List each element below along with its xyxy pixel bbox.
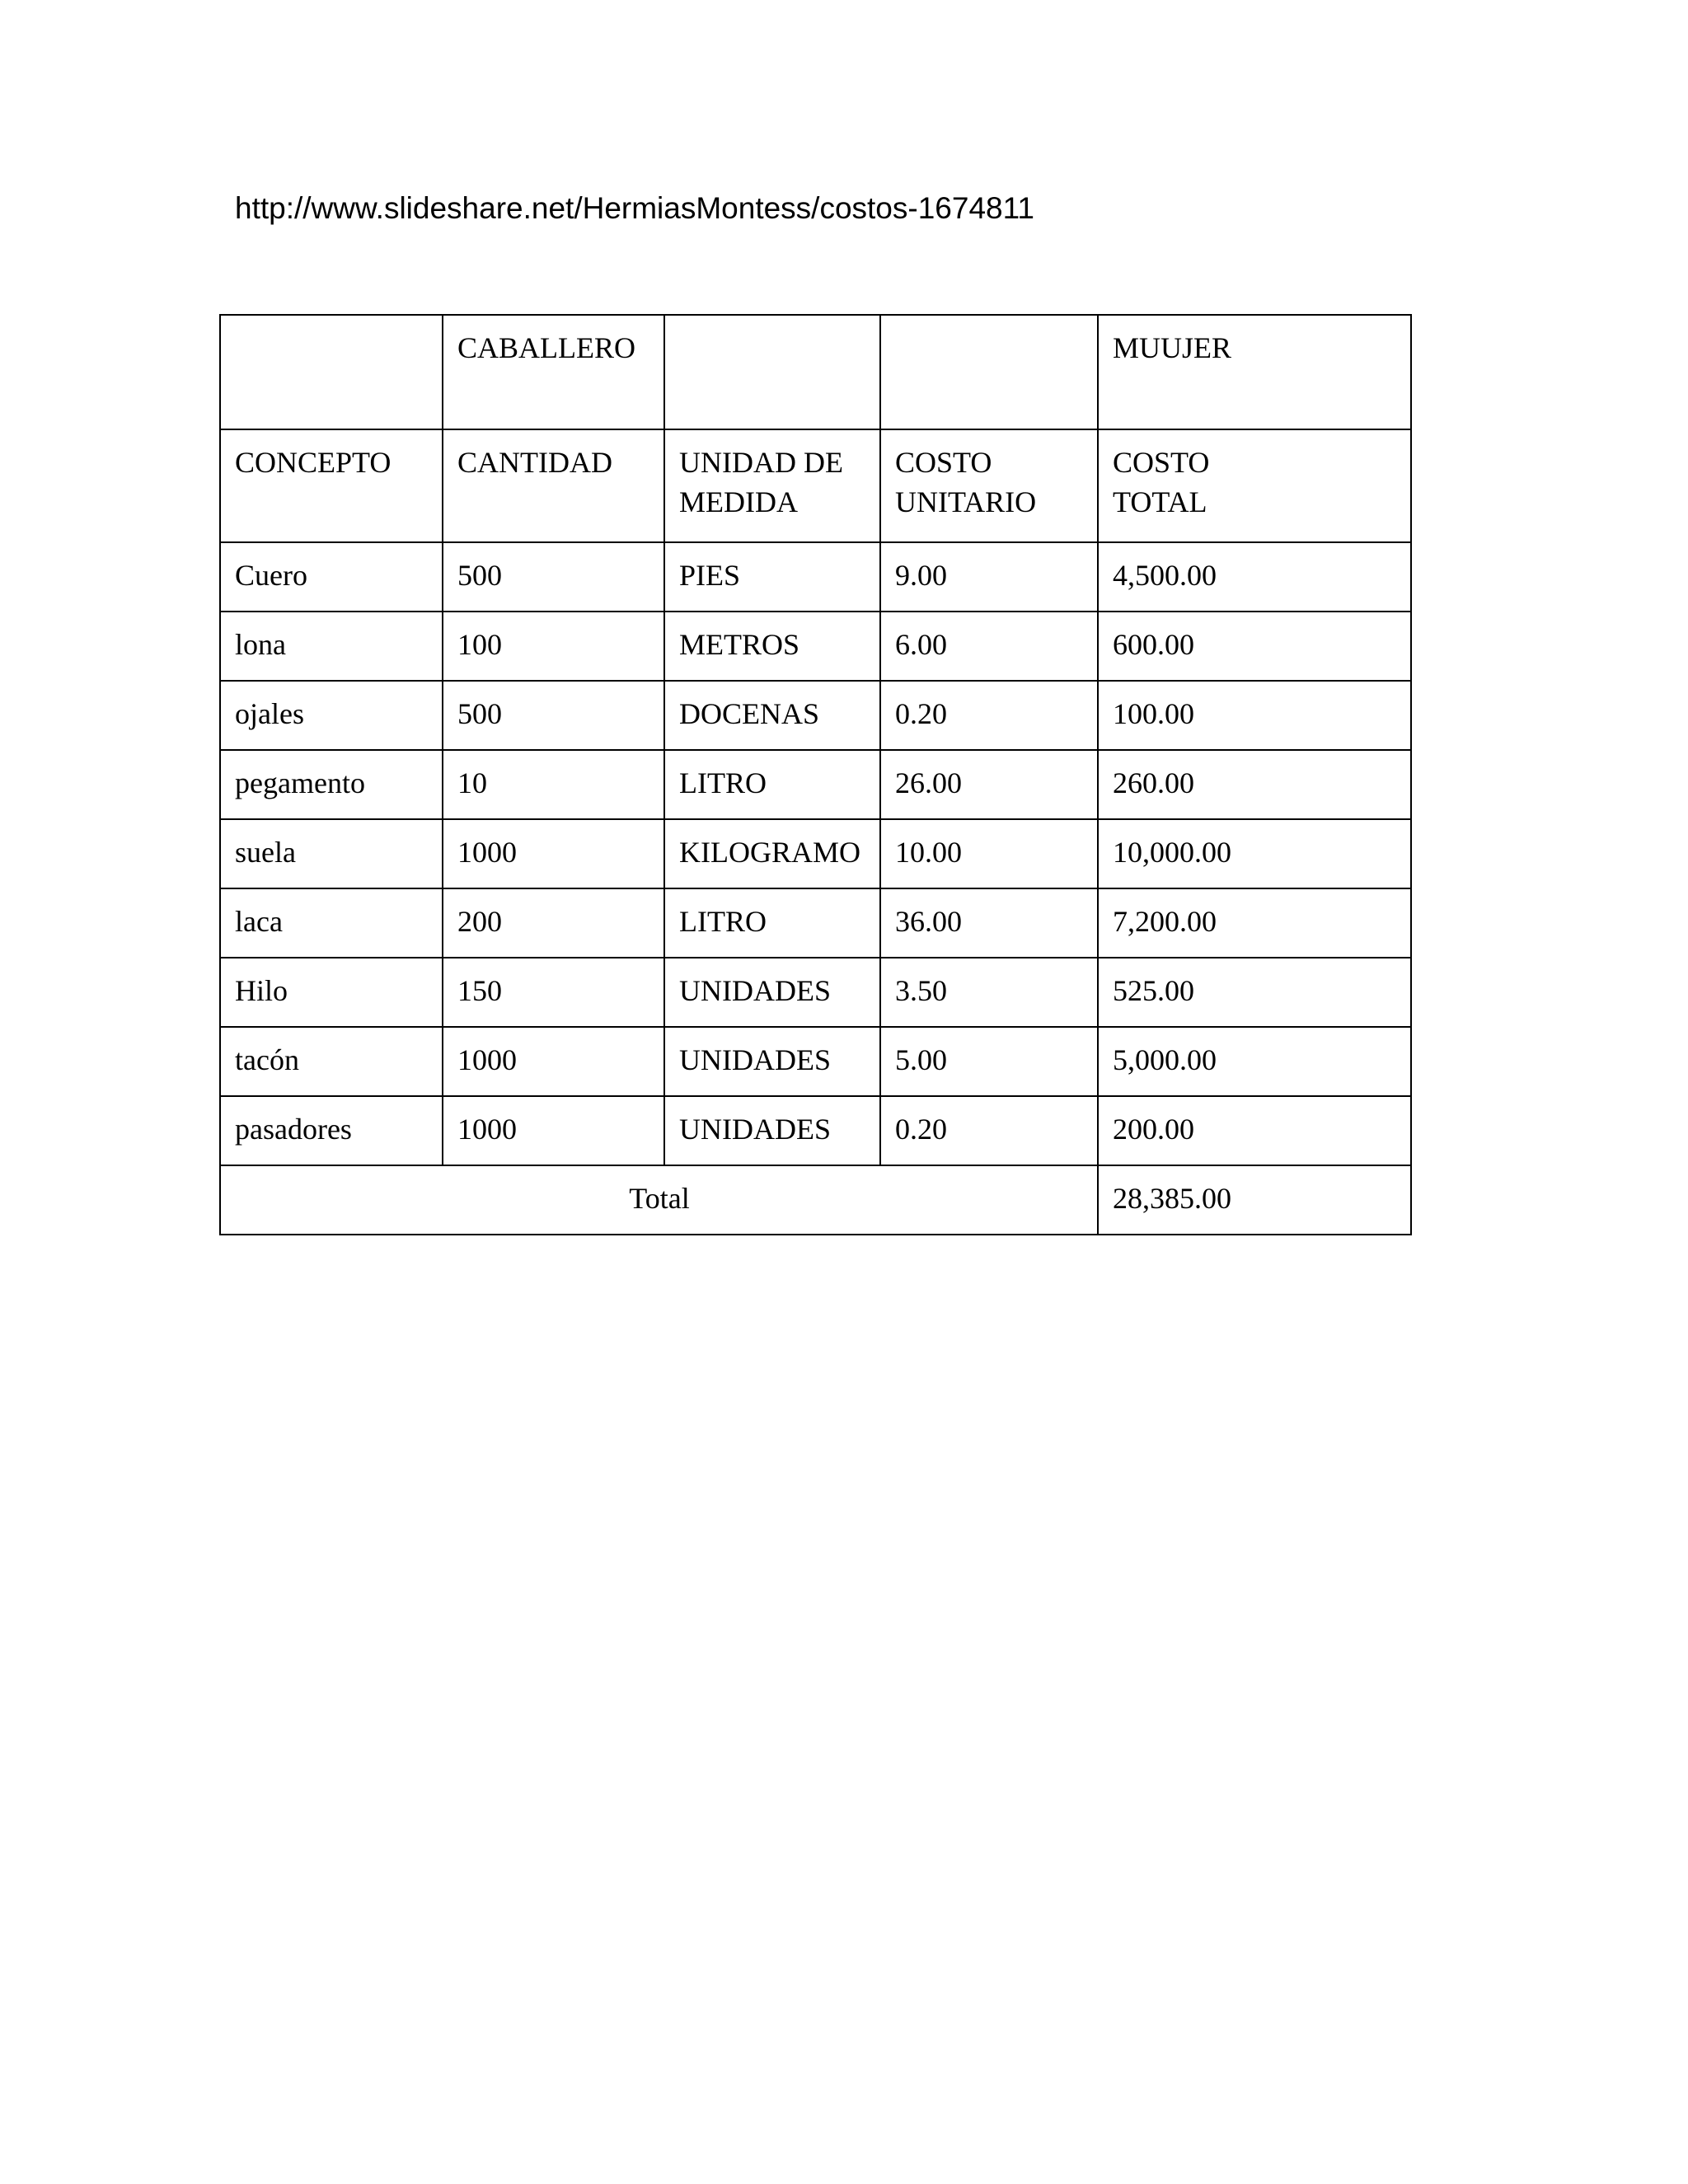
cell-costo-total: 7,200.00 xyxy=(1098,888,1411,958)
caballero-header: CABALLERO xyxy=(443,315,664,429)
source-url: http://www.slideshare.net/HermiasMontess/costos-1674811 xyxy=(235,191,1035,225)
empty-header-cell xyxy=(220,315,443,429)
cell-cantidad: 100 xyxy=(443,612,664,681)
cell-concepto: laca xyxy=(220,888,443,958)
cell-cantidad: 500 xyxy=(443,681,664,750)
cell-cantidad: 150 xyxy=(443,958,664,1027)
cell-unidad: METROS xyxy=(664,612,880,681)
table-row xyxy=(220,612,1411,681)
header-text-line: COSTO xyxy=(895,446,992,479)
cell-unidad: PIES xyxy=(664,542,880,612)
cell-cantidad: 500 xyxy=(443,542,664,612)
cell-concepto: Cuero xyxy=(220,542,443,612)
header-text-line: UNIDAD DE xyxy=(679,446,843,479)
table-row xyxy=(220,681,1411,750)
cell-costo-total: 600.00 xyxy=(1098,612,1411,681)
header-unidad-de-medida xyxy=(664,429,880,542)
header-text-line: TOTAL xyxy=(1113,485,1207,518)
cell-costo-total: 10,000.00 xyxy=(1098,819,1411,888)
table-row xyxy=(220,750,1411,819)
cell-costo-total: 5,000.00 xyxy=(1098,1027,1411,1096)
table-row xyxy=(220,958,1411,1027)
cell-concepto: Hilo xyxy=(220,958,443,1027)
cell-costo-total: 100.00 xyxy=(1098,681,1411,750)
cell-costo-unitario: 0.20 xyxy=(880,1096,1098,1165)
cost-table-body xyxy=(220,315,1411,1235)
empty-header-cell xyxy=(880,315,1098,429)
cell-costo-total: 525.00 xyxy=(1098,958,1411,1027)
total-row xyxy=(220,1165,1411,1235)
cell-unidad: KILOGRAMO xyxy=(664,819,880,888)
cell-costo-unitario: 9.00 xyxy=(880,542,1098,612)
cell-costo-unitario: 10.00 xyxy=(880,819,1098,888)
cell-cantidad: 1000 xyxy=(443,1027,664,1096)
cell-cantidad: 1000 xyxy=(443,819,664,888)
cost-table xyxy=(219,314,1412,1235)
group-header-row xyxy=(220,315,1411,429)
header-text-line: COSTO xyxy=(1113,446,1210,479)
cell-costo-unitario: 36.00 xyxy=(880,888,1098,958)
table-row xyxy=(220,819,1411,888)
mujer-header: MUUJER xyxy=(1098,315,1411,429)
cell-costo-unitario: 26.00 xyxy=(880,750,1098,819)
table-row xyxy=(220,1096,1411,1165)
cell-unidad: LITRO xyxy=(664,888,880,958)
cell-costo-unitario: 3.50 xyxy=(880,958,1098,1027)
cell-concepto: ojales xyxy=(220,681,443,750)
empty-header-cell xyxy=(664,315,880,429)
cell-unidad: DOCENAS xyxy=(664,681,880,750)
table-row xyxy=(220,542,1411,612)
header-text-line: MEDIDA xyxy=(679,485,798,518)
cell-costo-total: 260.00 xyxy=(1098,750,1411,819)
cell-unidad: UNIDADES xyxy=(664,1096,880,1165)
cell-unidad: UNIDADES xyxy=(664,1027,880,1096)
header-concepto: CONCEPTO xyxy=(220,429,443,542)
cell-concepto: pasadores xyxy=(220,1096,443,1165)
cell-cantidad: 200 xyxy=(443,888,664,958)
header-text-line: UNITARIO xyxy=(895,485,1037,518)
total-label: Total xyxy=(220,1165,1098,1235)
column-header-row xyxy=(220,429,1411,542)
cell-concepto: tacón xyxy=(220,1027,443,1096)
table-row xyxy=(220,888,1411,958)
cell-concepto: pegamento xyxy=(220,750,443,819)
cell-costo-unitario: 0.20 xyxy=(880,681,1098,750)
cell-concepto: lona xyxy=(220,612,443,681)
cell-costo-total: 200.00 xyxy=(1098,1096,1411,1165)
cell-unidad: LITRO xyxy=(664,750,880,819)
cell-cantidad: 10 xyxy=(443,750,664,819)
table-row xyxy=(220,1027,1411,1096)
cell-unidad: UNIDADES xyxy=(664,958,880,1027)
cell-cantidad: 1000 xyxy=(443,1096,664,1165)
total-value: 28,385.00 xyxy=(1098,1165,1411,1235)
cell-costo-unitario: 5.00 xyxy=(880,1027,1098,1096)
header-costo-unitario xyxy=(880,429,1098,542)
header-cantidad: CANTIDAD xyxy=(443,429,664,542)
cell-costo-unitario: 6.00 xyxy=(880,612,1098,681)
cell-costo-total: 4,500.00 xyxy=(1098,542,1411,612)
cell-concepto: suela xyxy=(220,819,443,888)
header-costo-total xyxy=(1098,429,1411,542)
